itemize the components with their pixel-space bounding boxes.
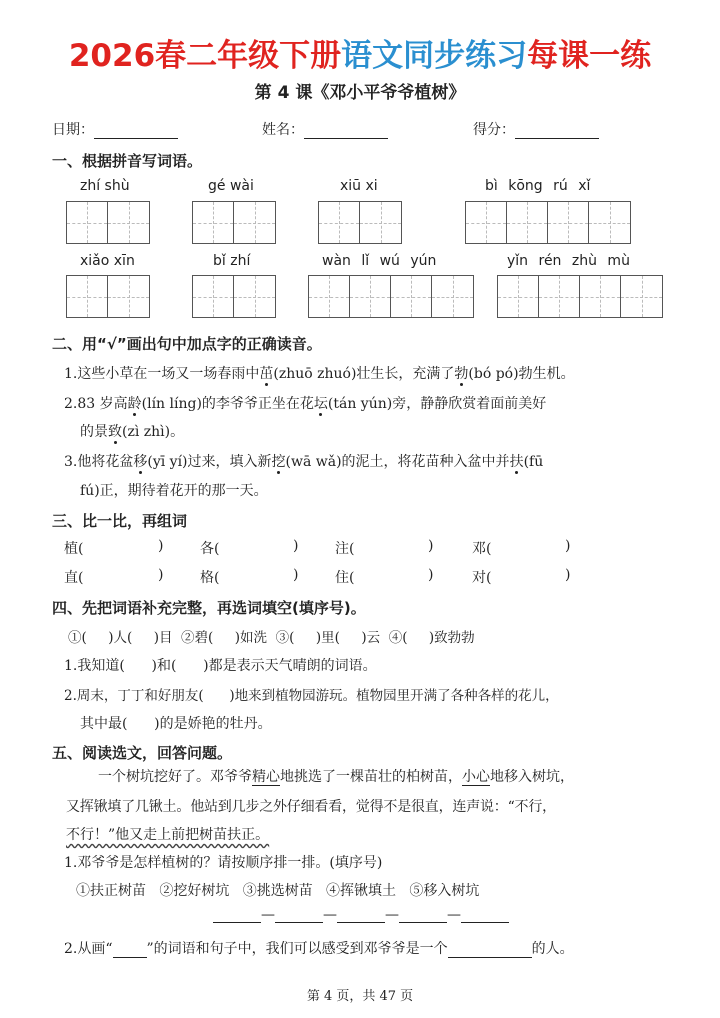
pinyin-7: wàn lǐ wú yún (322, 253, 437, 269)
section5-heading: 五、阅读选文，回答问题。 (52, 744, 233, 762)
dotted-char-wa: 挖 (271, 454, 286, 470)
s4-question-1[interactable]: 1.我知道( )和( )都是表示天气晴朗的词语。 (64, 658, 377, 674)
pinyin-4: bì kōng rú xǐ (485, 178, 591, 194)
compare-word-zhi1: 植( (64, 541, 84, 557)
order-answer-row (213, 906, 509, 923)
name-field (262, 119, 388, 139)
paren-close: ) (565, 567, 571, 583)
s2-q2-text-d: 的景 (80, 424, 108, 440)
dotted-char-zhi: 致 (108, 424, 122, 440)
paren-close: ) (158, 567, 164, 583)
writing-grid-3[interactable] (318, 201, 402, 244)
s2-question-3-cont[interactable]: fú)正，期待着花开的那一天。 (80, 483, 268, 499)
underlined-word-xiaoxin: 小心 (462, 769, 490, 785)
section1-heading: 一、根据拼音写词语。 (52, 152, 203, 170)
dotted-char-ling: 龄 (127, 396, 142, 412)
name-label: 姓名： (262, 122, 304, 138)
order-blank-2[interactable] (275, 906, 323, 923)
dotted-char-tan: 坛 (313, 396, 328, 412)
paren-close: ) (158, 538, 164, 554)
score-label: 得分： (473, 122, 515, 138)
dash: — (323, 907, 337, 923)
s5-question-1: 1.邓爷爷是怎样植树的？请按顺序排一排。(填序号) (64, 855, 383, 871)
s2-question-2 (64, 393, 546, 413)
s2-q3-text-c[interactable]: (wā wǎ)的泥土，将花苗种入盆中并 (285, 454, 510, 470)
s2-q3-text-a: 3.他将花盆 (64, 454, 134, 470)
dotted-char-yi: 移 (133, 454, 148, 470)
writing-grid-6[interactable] (192, 275, 276, 318)
passage-text-b: 地挑选了一棵苗壮的柏树苗， (280, 769, 462, 785)
compare-word-deng: 邓( (472, 541, 492, 557)
dotted-char-fu: 扶 (509, 454, 524, 470)
paren-close: ) (428, 538, 434, 554)
writing-grid-2[interactable] (192, 201, 276, 244)
passage-line-3 (66, 824, 269, 844)
passage-line-1 (98, 766, 574, 786)
pinyin-8: yǐn rén zhù mù (507, 253, 630, 269)
section3-heading: 三、比一比，再组词 (52, 512, 188, 530)
s2-q2-text-a: 2.83 岁高 (64, 396, 128, 412)
s2-q2-text-c[interactable]: (tán yún)旁，静静欣赏着面前美好 (327, 396, 547, 412)
s2-question-2-cont (80, 421, 184, 441)
s5-q2-text-a: 2.从画“ (64, 941, 113, 957)
underlined-word-jingxin: 精心 (252, 769, 280, 785)
s2-question-1 (64, 363, 575, 383)
s2-q3-text-d[interactable]: (fū (523, 454, 544, 470)
s2-q1-text-a: 1.这些小草在一场又一场春雨中 (64, 366, 260, 382)
writing-grid-8[interactable] (497, 275, 663, 318)
paren-close: ) (293, 538, 299, 554)
pinyin-2: gé wài (208, 178, 254, 194)
s4-question-2-cont[interactable]: 其中最( )的是娇艳的牡丹。 (80, 716, 272, 732)
writing-grid-7[interactable] (308, 275, 474, 318)
writing-grid-5[interactable] (66, 275, 150, 318)
score-blank[interactable] (515, 122, 599, 139)
s2-q3-text-b[interactable]: (yī yí)过来，填入新 (147, 454, 272, 470)
name-blank[interactable] (304, 122, 388, 139)
passage-text-c: 地移入树坑， (490, 769, 574, 785)
s2-q1-text-c[interactable]: (bó pó)勃生机。 (468, 366, 575, 382)
paren-close: ) (428, 567, 434, 583)
s4-question-2[interactable]: 2.周末，丁丁和好朋友( )地来到植物园游玩。植物园里开满了各种各样的花儿， (64, 688, 559, 704)
compare-word-zhi2: 直( (64, 570, 84, 586)
order-blank-4[interactable] (399, 906, 447, 923)
dash: — (261, 907, 275, 923)
pinyin-1: zhí shù (80, 178, 130, 194)
idiom-options[interactable]: ①( )人( )目 ②碧( )如洗 ③( )里( )云 ④( )致勃勃 (68, 630, 475, 646)
section2-heading: 二、用“√”画出句中加点字的正确读音。 (52, 335, 322, 353)
lesson-subtitle: 第 4 课《邓小平爷爷植树》 (254, 83, 466, 103)
compare-word-dui: 对( (472, 570, 492, 586)
date-field (52, 119, 178, 139)
passage-text-a: 一个树坑挖好了。邓爷爷 (98, 769, 252, 785)
dash: — (385, 907, 399, 923)
title-part2: 语文同步练习 (341, 38, 528, 74)
section4-heading: 四、先把词语补充完整，再选词填空(填序号)。 (52, 599, 366, 617)
planting-steps: ①扶正树苗 ②挖好树坑 ③挑选树苗 ④挥锹填土 ⑤移入树坑 (76, 883, 480, 899)
paren-close: ) (293, 567, 299, 583)
page-footer: 第 4 页，共 47 页 (306, 989, 414, 1004)
writing-grid-1[interactable] (66, 201, 150, 244)
date-label: 日期： (52, 122, 94, 138)
quality-blank[interactable] (448, 941, 532, 958)
paren-close: ) (565, 538, 571, 554)
s2-question-3 (64, 451, 543, 471)
pinyin-3: xiū xi (340, 178, 378, 194)
date-blank[interactable] (94, 122, 178, 139)
symbol-blank[interactable] (113, 941, 147, 958)
order-blank-3[interactable] (337, 906, 385, 923)
dotted-char-zhuo: 茁 (259, 366, 274, 382)
s2-q1-text-b[interactable]: (zhuō zhuó)壮生长，充满了 (273, 366, 455, 382)
pinyin-6: bǐ zhí (213, 253, 251, 269)
order-blank-1[interactable] (213, 906, 261, 923)
s2-q2-text-b[interactable]: (lín líng)的李爷爷正坐在花 (141, 396, 314, 412)
order-blank-5[interactable] (461, 906, 509, 923)
compare-word-zhu2: 住( (335, 570, 355, 586)
passage-text-d: 又挥锹填了几锹土。他站到几步之外仔细看看，觉得不是很直，连声说：“不行， (66, 799, 556, 815)
writing-grid-4[interactable] (465, 201, 631, 244)
title-part1: 2026春二年级下册 (68, 38, 342, 74)
pinyin-5: xiǎo xīn (80, 253, 135, 269)
title-part3: 每课一练 (527, 38, 652, 74)
passage-line-2 (66, 796, 556, 816)
s5-question-2 (64, 938, 574, 958)
dotted-char-bo: 勃 (454, 366, 469, 382)
wavy-underlined-sentence: 不行！”他又走上前把树苗扶正。 (66, 827, 270, 843)
s2-q2-text-e[interactable]: (zì zhì)。 (122, 424, 185, 440)
compare-word-ge1: 各( (200, 541, 220, 557)
s5-q2-text-b: ”的词语和句子中，我们可以感受到邓爷爷是一个 (146, 941, 448, 957)
page-title (0, 30, 720, 75)
compare-word-ge2: 格( (200, 570, 220, 586)
score-field (473, 119, 599, 139)
compare-word-zhu1: 注( (335, 541, 355, 557)
dash: — (447, 907, 461, 923)
s5-q2-text-c: 的人。 (531, 941, 574, 957)
